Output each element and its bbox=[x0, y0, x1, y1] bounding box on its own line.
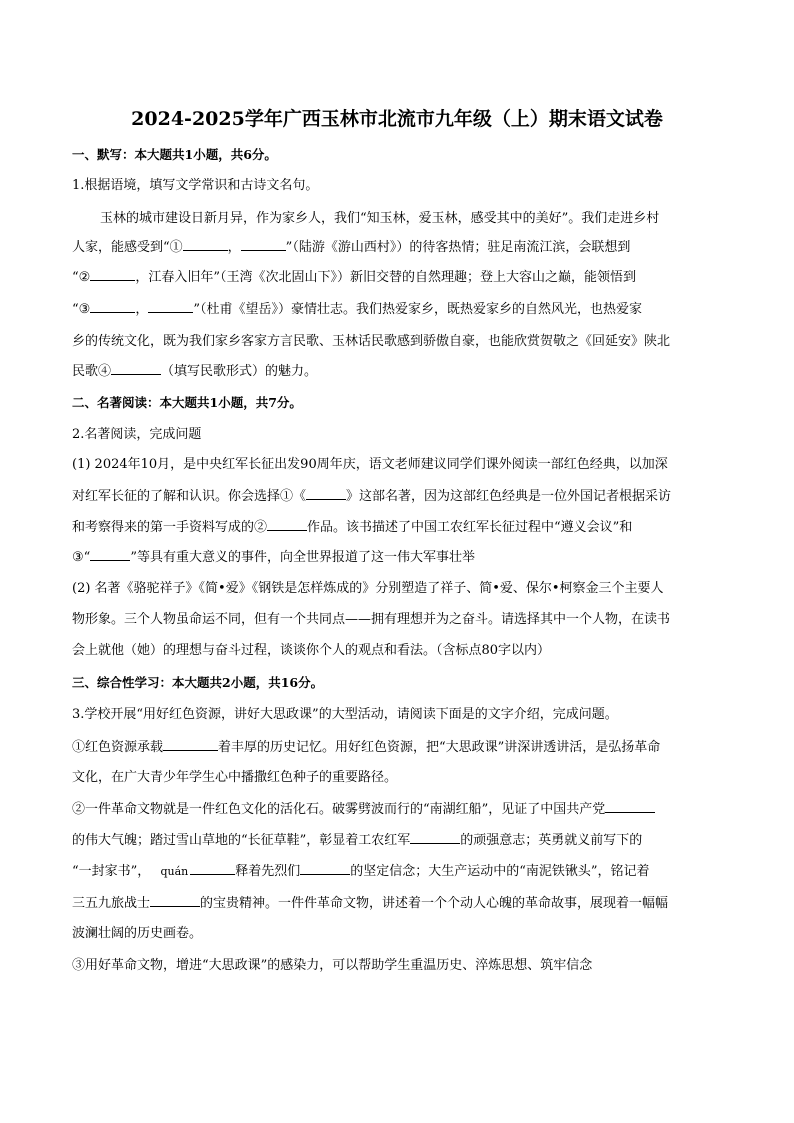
text-segment: ， bbox=[135, 302, 149, 317]
q1-para-line3 bbox=[72, 268, 636, 287]
q1-para-line2 bbox=[72, 238, 630, 257]
text-segment: ”等具有重大意义的事件，向全世界报道了这一伟大军事壮举 bbox=[130, 550, 475, 565]
blank-1a[interactable] bbox=[183, 238, 228, 251]
text-segment: 释着先烈们 bbox=[235, 864, 301, 879]
q1-para-line4 bbox=[72, 300, 642, 319]
text-segment: 的顽强意志；英勇就义前写下的 bbox=[460, 833, 643, 848]
q1-stem: 1.根据语境，填写文学常识和古诗文名句。 bbox=[72, 178, 319, 193]
blank-3b[interactable] bbox=[148, 300, 193, 313]
text-segment: 的宝贵精神。一件件革命文物，讲述着一个个动人心魄的革命故事，展现着一幅幅 bbox=[200, 896, 669, 911]
text-segment: 作品。该书描述了中国工农红军长征过程中“遵义会议”和 bbox=[307, 520, 633, 535]
section3-heading: 三、综合性学习：本大题共2小题，共16分。 bbox=[72, 675, 324, 690]
q2-sub1-line4 bbox=[72, 548, 475, 567]
blank-4[interactable] bbox=[111, 362, 161, 375]
text-segment: 对红军长征的了解和认识。你会选择①《 bbox=[72, 489, 307, 504]
text-segment: 着丰厚的历史记忆。用好红色资源，把“大思政课”讲深讲透讲活，是弘扬革命 bbox=[218, 740, 661, 755]
section2-heading: 二、名著阅读：本大题共1小题，共7分。 bbox=[72, 395, 302, 410]
q2-sub1-line3 bbox=[72, 518, 632, 537]
q3-para1-line1 bbox=[72, 738, 660, 757]
text-segment: ”（杜甫《望岳》）豪情壮志。我们热爱家乡，既热爱家乡的自然风光，也热爱家 bbox=[193, 302, 642, 317]
q2-sub2-line3: 会上就他（她）的理想与奋斗过程，谈谈你个人的观点和看法。（含标点80字以内） bbox=[72, 643, 551, 658]
text-segment: ， bbox=[227, 240, 241, 255]
text-segment: ”（陆游《游山西村》）的待客热情；驻足南流江滨，会联想到 bbox=[285, 240, 631, 255]
q1-para-line6 bbox=[72, 362, 317, 381]
q3-para1-line2: 文化，在广大青少年学生心中播撒红色种子的重要路径。 bbox=[72, 770, 398, 785]
q2-stem: 2.名著阅读，完成问题 bbox=[72, 427, 202, 442]
text-segment: 和考察得来的第一手资料写成的② bbox=[72, 520, 268, 535]
text-segment: （填写民歌形式）的魅力。 bbox=[161, 364, 318, 379]
blank-event[interactable] bbox=[90, 548, 130, 561]
text-segment: 三五九旅战士 bbox=[72, 896, 151, 911]
q3-para2-line5: 波澜壮阔的历史画卷。 bbox=[72, 926, 203, 941]
q1-para-line1: 玉林的城市建设日新月异，作为家乡人，我们“知玉林，爱玉林，感受其中的美好”。我们走进乡村 bbox=[100, 211, 660, 226]
q1-para-line5: 乡的传统文化，既为我们家乡客家方言民歌、玉林话民歌感到骄傲自豪，也能欣赏贺敬之《回延安》陕北 bbox=[72, 334, 671, 349]
q3-para2-line3 bbox=[72, 862, 650, 881]
q3-para2-line1 bbox=[72, 800, 655, 819]
text-segment: “一封家书”， bbox=[72, 864, 151, 879]
blank-book-title[interactable] bbox=[306, 487, 346, 500]
blank-genre[interactable] bbox=[267, 518, 307, 531]
blank-army[interactable] bbox=[410, 831, 460, 844]
text-segment: ，江春入旧年”（王湾《次北固山下》）新旧交替的自然理趣；登上大容山之巅，能领悟到 bbox=[135, 270, 636, 285]
text-segment: “② bbox=[72, 270, 91, 285]
page-title: 2024-2025学年广西玉林市北流市九年级（上）期末语文试卷 bbox=[131, 108, 663, 130]
text-segment: 的坚定信念；大生产运动中的“南泥铁锹头”，铭记着 bbox=[350, 864, 650, 879]
text-segment: 的伟大气魄；踏过雪山草地的“长征草鞋”，彰显着工农红军 bbox=[72, 833, 411, 848]
q2-sub2-line1: (2) 名著《骆驼祥子》《简•爱》《钢铁是怎样炼成的》分别塑造了祥子、简•爱、保尔•柯察金三个主要人 bbox=[72, 581, 664, 596]
q2-sub2-line2: 物形象。三个人物虽命运不同，但有一个共同点——拥有理想并为之奋斗。请选择其中一个人物，在读书 bbox=[72, 612, 671, 627]
text-segment: ③“ bbox=[72, 550, 91, 565]
q3-para2-line2 bbox=[72, 831, 642, 850]
blank-2[interactable] bbox=[90, 268, 135, 281]
blank-1b[interactable] bbox=[241, 238, 286, 251]
section1-heading: 一、默写：本大题共1小题，共6分。 bbox=[72, 147, 277, 162]
blank-quan[interactable] bbox=[190, 862, 235, 875]
text-segment: “③ bbox=[72, 302, 91, 317]
blank-party[interactable] bbox=[605, 800, 655, 813]
q2-sub1-line2 bbox=[72, 487, 671, 506]
text-segment: ②一件革命文物就是一件红色文化的活化石。破雾劈波而行的“南湖红船”，见证了中国共产党 bbox=[72, 802, 606, 817]
q3-para3-line1: ③用好革命文物，增进“大思政课”的感染力，可以帮助学生重温历史、淬炼思想、筑牢信念 bbox=[72, 958, 593, 973]
text-segment: 民歌④ bbox=[72, 364, 112, 379]
q3-para2-line4 bbox=[72, 894, 668, 913]
text-segment: 》这部名著，因为这部红色经典是一位外国记者根据采访 bbox=[346, 489, 672, 504]
pinyin-annotation: quán bbox=[160, 865, 189, 878]
blank-3a[interactable] bbox=[90, 300, 135, 313]
blank-soldiers[interactable] bbox=[150, 894, 200, 907]
blank-bear[interactable] bbox=[163, 738, 218, 751]
blank-martyrs[interactable] bbox=[300, 862, 350, 875]
q3-stem: 3.学校开展“用好红色资源，讲好大思政课”的大型活动，请阅读下面是的文字介绍，完成问题。 bbox=[72, 707, 618, 722]
q2-sub1-line1: (1) 2024年10月，是中央红军长征出发90周年庆，语文老师建议同学们课外阅读一部红色经典，以加深 bbox=[72, 457, 668, 472]
text-segment: 人家，能感受到“① bbox=[72, 240, 183, 255]
text-segment: ①红色资源承载 bbox=[72, 740, 164, 755]
